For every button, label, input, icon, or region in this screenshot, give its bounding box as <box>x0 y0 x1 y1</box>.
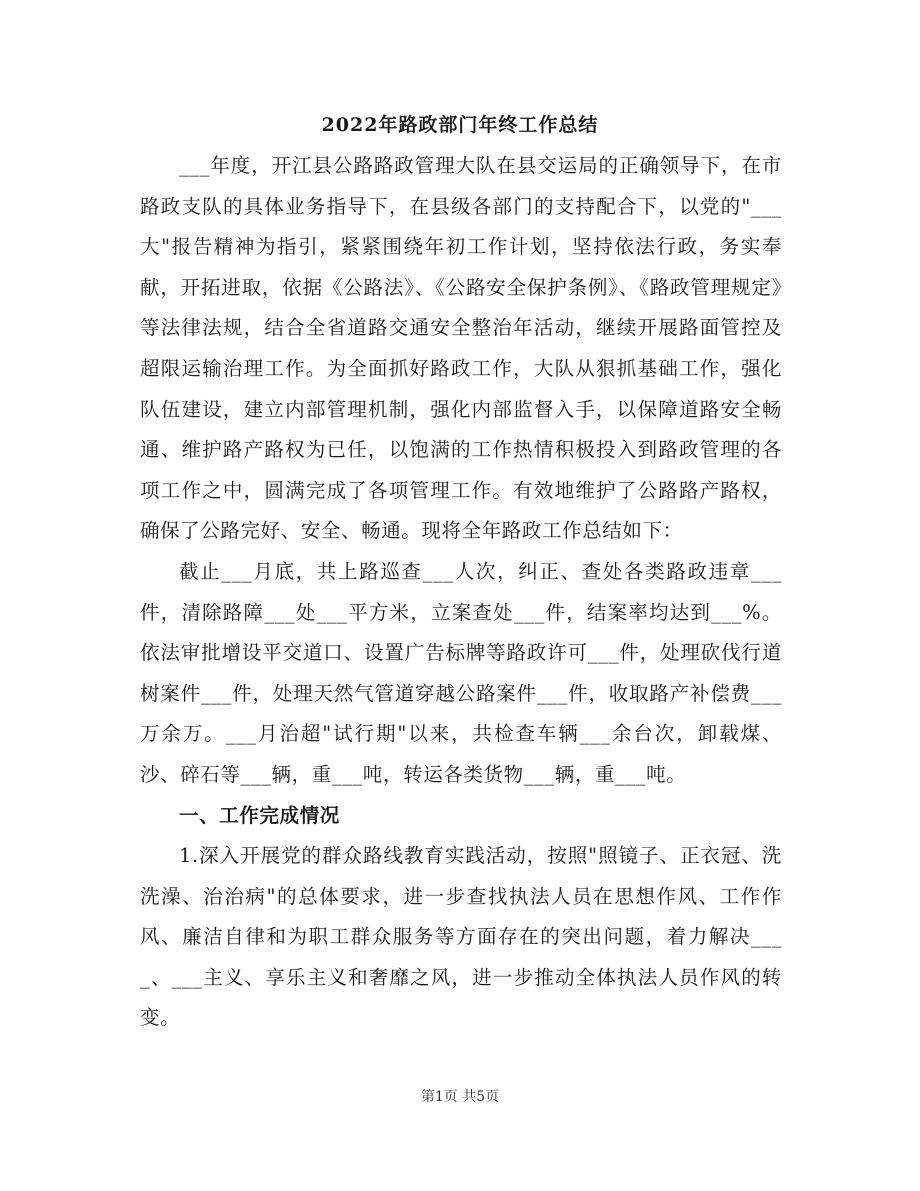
document-title: 2022年路政部门年终工作总结 <box>321 114 599 136</box>
section-heading: 一、工作完成情况 <box>179 803 340 827</box>
page-indicator: 第1页 共5页 <box>420 1089 500 1105</box>
intro-paragraph: ___年度，开江县公路路政管理大队在县交运局的正确领导下，在市路政支队的具体业务指导下，在县级各部门的支持配合下，以党的"___大"报告精神为指引，紧紧围绕年初工作计划，坚持依法行政，务实奉献，开拓进取，依据《公路法》、《公路安全保护条例》、《路政管理规定》等法律法规，结合全省道路交通安全整治年活动，继续开展路面管控及超限运输治理工作。为全面抓好路政工作，大队从狠抓基础工作，强化队伍建设，建立内部管理机制，强化内部监督入手，以保障道路安全畅通、维护路产路权为已任，以饱满的工作热情积极投入到路政管理的各项工作之中，圆满完成了各项管理工作。有效地维护了公路路产路权，确保了公路完好、安全、畅通。现将全年路政工作总结如下： <box>140 154 782 543</box>
document-body <box>140 146 782 1039</box>
section-paragraph: 1.深入开展党的群众路线教育实践活动，按照"照镜子、正衣冠、洗洗澡、治治病"的总体要求，进一步查找执法人员在思想作风、工作作风、廉洁自律和为职工群众服务等方面存在的突出问题，着力解决____、___主义、享乐主义和奢靡之风，进一步推动全体执法人员作风的转变。 <box>140 844 782 1030</box>
statistics-paragraph: 截止___月底，共上路巡查___人次，纠正、查处各类路政违章___件，清除路障___处___平方米，立案查处___件，结案率均达到___%。依法审批增设平交道口、设置广告标牌等路政许可___件，处理砍伐行道树案件___件，处理天然气管道穿越公路案件___件，收取路产补偿费___万余万。___月治超"试行期"以来，共检查车辆___余台次，卸载煤、沙、碎石等___辆，重___吨，转运各类货物___辆，重___吨。 <box>140 559 782 786</box>
